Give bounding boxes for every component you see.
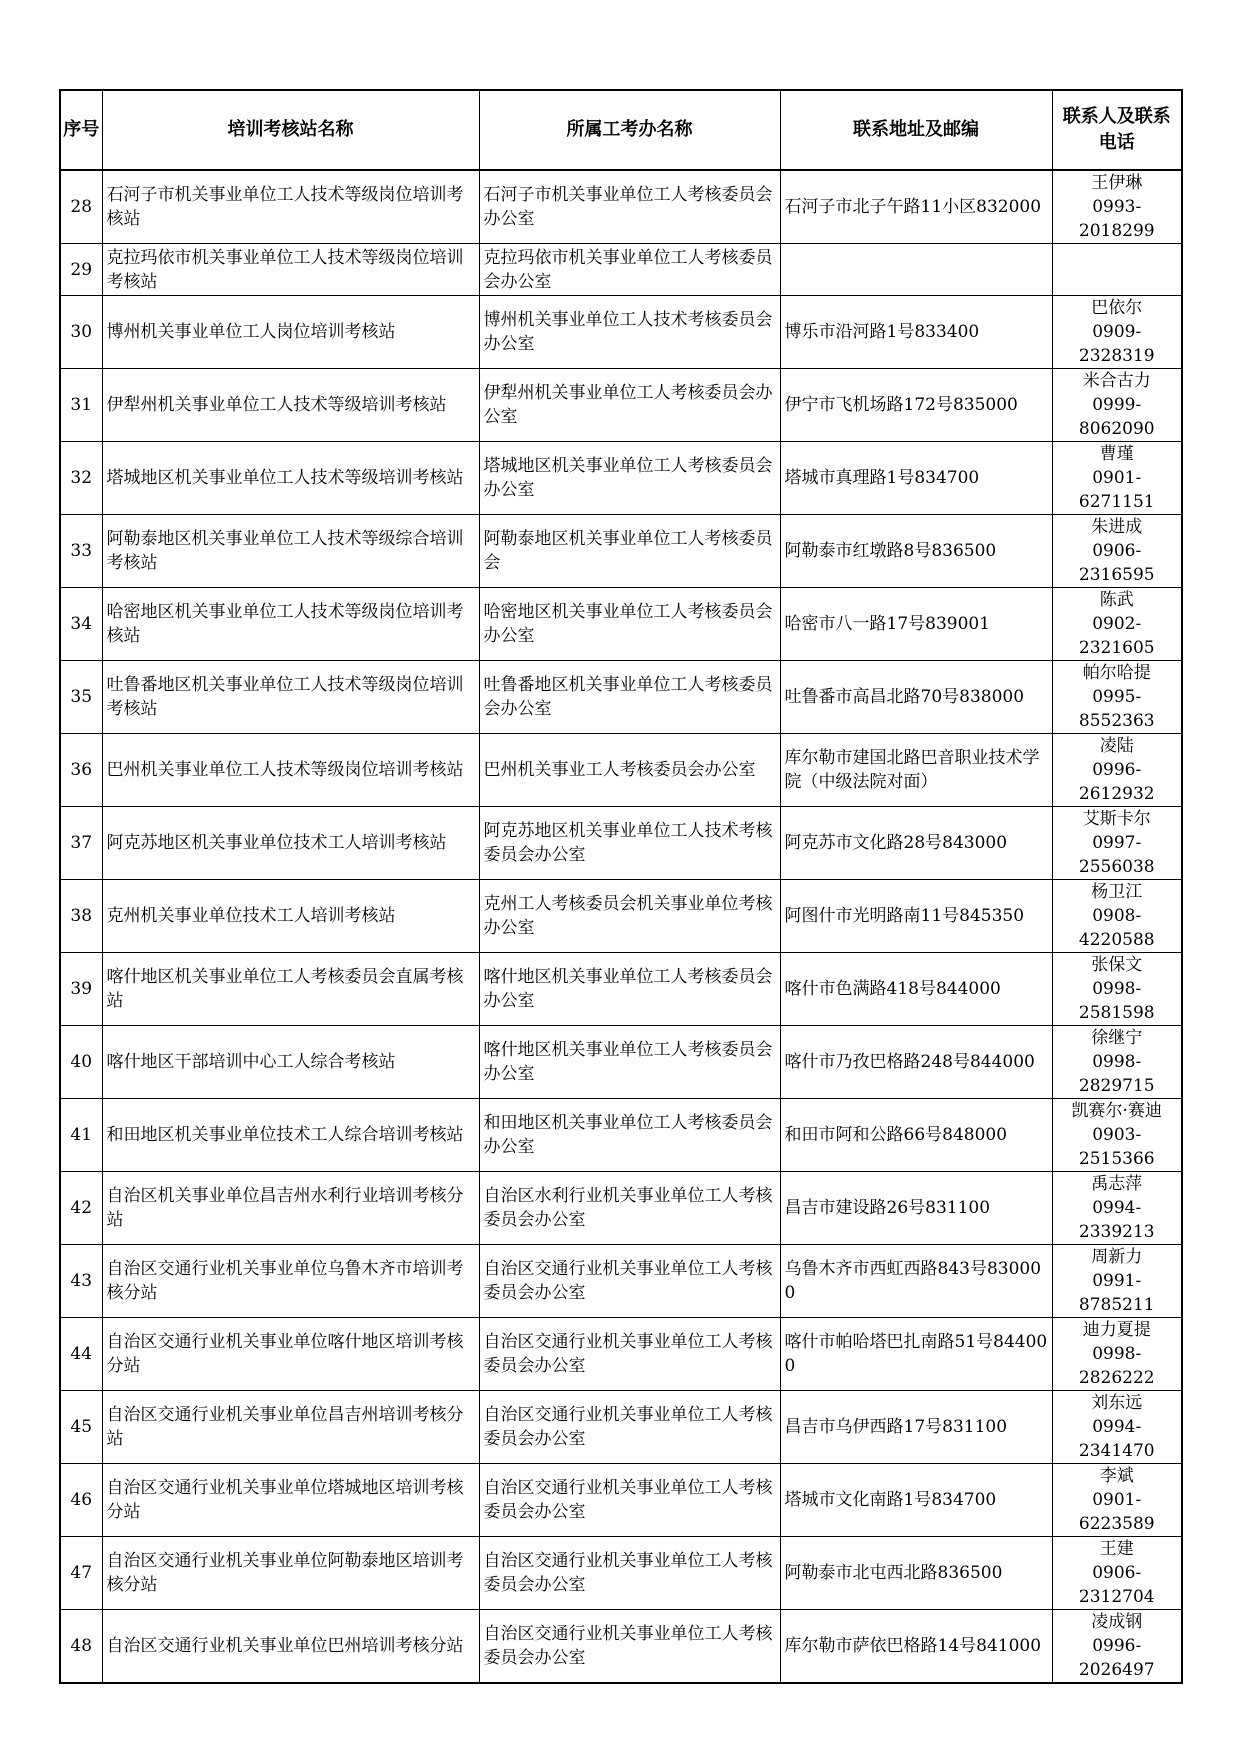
station-name-cell: 喀什地区干部培训中心工人综合考核站 <box>102 1026 479 1099</box>
contact-cell <box>1052 1318 1182 1391</box>
address-cell: 喀什市色满路418号844000 <box>780 953 1052 1026</box>
contact-person: 张保文 <box>1091 955 1143 975</box>
contact-person: 陈武 <box>1099 590 1134 610</box>
row-number: 31 <box>60 369 102 442</box>
contact-person: 王建 <box>1099 1539 1134 1559</box>
station-name-cell: 博州机关事业单位工人岗位培训考核站 <box>102 296 479 369</box>
table-row <box>60 734 1182 807</box>
station-name-cell: 哈密地区机关事业单位工人技术等级岗位培训考核站 <box>102 588 479 661</box>
table-header <box>60 90 1182 170</box>
address-cell: 昌吉市建设路26号831100 <box>780 1172 1052 1245</box>
address-cell: 喀什市乃孜巴格路248号844000 <box>780 1026 1052 1099</box>
contact-phone: 0909-2328319 <box>1078 322 1155 366</box>
header-office-name: 所属工考办名称 <box>479 90 780 170</box>
row-number: 47 <box>60 1537 102 1610</box>
contact-cell <box>1052 953 1182 1026</box>
row-number: 42 <box>60 1172 102 1245</box>
contact-cell <box>1052 661 1182 734</box>
office-name-cell: 石河子市机关事业单位工人考核委员会办公室 <box>479 170 780 244</box>
row-number: 29 <box>60 244 102 296</box>
office-name-cell: 自治区交通行业机关事业单位工人考核委员会办公室 <box>479 1318 780 1391</box>
contact-person: 王伊琳 <box>1091 173 1143 193</box>
contact-cell <box>1052 170 1182 244</box>
address-cell: 喀什市帕哈塔巴扎南路51号844000 <box>780 1318 1052 1391</box>
row-number: 40 <box>60 1026 102 1099</box>
row-number: 28 <box>60 170 102 244</box>
station-name-cell: 石河子市机关事业单位工人技术等级岗位培训考核站 <box>102 170 479 244</box>
address-cell: 和田市阿和公路66号848000 <box>780 1099 1052 1172</box>
contact-cell <box>1052 296 1182 369</box>
contact-person: 凌陆 <box>1099 736 1134 756</box>
station-name-cell: 和田地区机关事业单位技术工人综合培训考核站 <box>102 1099 479 1172</box>
contact-person: 曹瑾 <box>1099 444 1134 464</box>
row-number: 37 <box>60 807 102 880</box>
contact-phone: 0991-8785211 <box>1078 1271 1155 1315</box>
table-row <box>60 661 1182 734</box>
row-number: 43 <box>60 1245 102 1318</box>
table-row <box>60 588 1182 661</box>
address-cell <box>780 244 1052 296</box>
address-cell: 阿勒泰市红墩路8号836500 <box>780 515 1052 588</box>
address-cell: 昌吉市乌伊西路17号831100 <box>780 1391 1052 1464</box>
office-name-cell: 克州工人考核委员会机关事业单位考核办公室 <box>479 880 780 953</box>
contact-phone: 0999-8062090 <box>1078 395 1155 439</box>
table-row <box>60 515 1182 588</box>
table-row <box>60 1610 1182 1684</box>
header-station-name: 培训考核站名称 <box>102 90 479 170</box>
row-number: 45 <box>60 1391 102 1464</box>
contact-cell <box>1052 1391 1182 1464</box>
contact-phone: 0903-2515366 <box>1078 1125 1155 1169</box>
table-row <box>60 1245 1182 1318</box>
contact-cell <box>1052 442 1182 515</box>
office-name-cell: 阿克苏地区机关事业单位工人技术考核委员会办公室 <box>479 807 780 880</box>
station-name-cell: 伊犁州机关事业单位工人技术等级培训考核站 <box>102 369 479 442</box>
contact-cell <box>1052 1537 1182 1610</box>
contact-cell <box>1052 1245 1182 1318</box>
contact-cell <box>1052 807 1182 880</box>
station-name-cell: 自治区交通行业机关事业单位阿勒泰地区培训考核分站 <box>102 1537 479 1610</box>
table-row <box>60 807 1182 880</box>
office-name-cell: 喀什地区机关事业单位工人考核委员会办公室 <box>479 1026 780 1099</box>
table-row <box>60 442 1182 515</box>
header-number: 序号 <box>60 90 102 170</box>
contact-phone: 0994-2341470 <box>1078 1417 1155 1461</box>
contact-cell <box>1052 880 1182 953</box>
station-name-cell: 阿勒泰地区机关事业单位工人技术等级综合培训考核站 <box>102 515 479 588</box>
office-name-cell: 自治区交通行业机关事业单位工人考核委员会办公室 <box>479 1464 780 1537</box>
contact-cell <box>1052 1099 1182 1172</box>
office-name-cell: 克拉玛依市机关事业单位工人考核委员会办公室 <box>479 244 780 296</box>
contact-cell <box>1052 734 1182 807</box>
address-cell: 库尔勒市萨依巴格路14号841000 <box>780 1610 1052 1684</box>
address-cell: 哈密市八一路17号839001 <box>780 588 1052 661</box>
row-number: 44 <box>60 1318 102 1391</box>
address-cell: 吐鲁番市高昌北路70号838000 <box>780 661 1052 734</box>
table-row <box>60 953 1182 1026</box>
contact-person: 帕尔哈提 <box>1082 663 1151 683</box>
contact-cell <box>1052 1464 1182 1537</box>
station-name-cell: 自治区机关事业单位昌吉州水利行业培训考核分站 <box>102 1172 479 1245</box>
station-name-cell: 自治区交通行业机关事业单位巴州培训考核分站 <box>102 1610 479 1684</box>
contact-cell <box>1052 1026 1182 1099</box>
office-name-cell: 博州机关事业单位工人技术考核委员会办公室 <box>479 296 780 369</box>
station-name-cell: 塔城地区机关事业单位工人技术等级培训考核站 <box>102 442 479 515</box>
address-cell: 塔城市文化南路1号834700 <box>780 1464 1052 1537</box>
address-cell: 阿克苏市文化路28号843000 <box>780 807 1052 880</box>
row-number: 30 <box>60 296 102 369</box>
station-name-cell: 克拉玛依市机关事业单位工人技术等级岗位培训考核站 <box>102 244 479 296</box>
station-name-cell: 喀什地区机关事业单位工人考核委员会直属考核站 <box>102 953 479 1026</box>
table-row <box>60 1318 1182 1391</box>
header-address: 联系地址及邮编 <box>780 90 1052 170</box>
header-contact: 联系人及联系电话 <box>1052 90 1182 170</box>
contact-person: 米合古力 <box>1082 371 1151 391</box>
contact-phone: 0998-2581598 <box>1078 979 1155 1023</box>
table-row <box>60 296 1182 369</box>
contact-phone: 0997-2556038 <box>1078 833 1155 877</box>
training-stations-table <box>59 89 1183 1684</box>
contact-cell <box>1052 515 1182 588</box>
office-name-cell: 哈密地区机关事业单位工人考核委员会办公室 <box>479 588 780 661</box>
contact-phone: 0901-6223589 <box>1078 1490 1155 1534</box>
station-name-cell: 吐鲁番地区机关事业单位工人技术等级岗位培训考核站 <box>102 661 479 734</box>
contact-person: 迪力夏提 <box>1082 1320 1151 1340</box>
table-row <box>60 1099 1182 1172</box>
table-row <box>60 1391 1182 1464</box>
row-number: 48 <box>60 1610 102 1684</box>
office-name-cell: 塔城地区机关事业单位工人考核委员会办公室 <box>479 442 780 515</box>
table-row <box>60 880 1182 953</box>
contact-phone: 0993-2018299 <box>1078 197 1155 241</box>
contact-person: 周新力 <box>1091 1247 1143 1267</box>
table-row <box>60 1464 1182 1537</box>
office-name-cell: 自治区水利行业机关事业单位工人考核委员会办公室 <box>479 1172 780 1245</box>
table-row <box>60 244 1182 296</box>
contact-person: 凯赛尔·赛迪 <box>1071 1101 1162 1121</box>
contact-person: 凌成钢 <box>1091 1612 1143 1632</box>
row-number: 34 <box>60 588 102 661</box>
address-cell: 伊宁市飞机场路172号835000 <box>780 369 1052 442</box>
contact-phone: 0994-2339213 <box>1078 1198 1155 1242</box>
contact-phone: 0902-2321605 <box>1078 614 1155 658</box>
row-number: 41 <box>60 1099 102 1172</box>
station-name-cell: 自治区交通行业机关事业单位塔城地区培训考核分站 <box>102 1464 479 1537</box>
row-number: 33 <box>60 515 102 588</box>
address-cell: 塔城市真理路1号834700 <box>780 442 1052 515</box>
header-row <box>60 90 1182 170</box>
table-row <box>60 369 1182 442</box>
contact-person: 李斌 <box>1099 1466 1134 1486</box>
row-number: 32 <box>60 442 102 515</box>
office-name-cell: 巴州机关事业工人考核委员会办公室 <box>479 734 780 807</box>
station-name-cell: 自治区交通行业机关事业单位乌鲁木齐市培训考核分站 <box>102 1245 479 1318</box>
office-name-cell: 吐鲁番地区机关事业单位工人考核委员会办公室 <box>479 661 780 734</box>
office-name-cell: 自治区交通行业机关事业单位工人考核委员会办公室 <box>479 1610 780 1684</box>
contact-cell <box>1052 1610 1182 1684</box>
row-number: 35 <box>60 661 102 734</box>
station-name-cell: 克州机关事业单位技术工人培训考核站 <box>102 880 479 953</box>
office-name-cell: 自治区交通行业机关事业单位工人考核委员会办公室 <box>479 1537 780 1610</box>
address-cell: 阿勒泰市北屯西北路836500 <box>780 1537 1052 1610</box>
contact-person: 杨卫江 <box>1091 882 1143 902</box>
office-name-cell: 和田地区机关事业单位工人考核委员会办公室 <box>479 1099 780 1172</box>
contact-phone: 0906-2316595 <box>1078 541 1155 585</box>
address-cell: 石河子市北子午路11小区832000 <box>780 170 1052 244</box>
address-cell: 库尔勒市建国北路巴音职业技术学院（中级法院对面） <box>780 734 1052 807</box>
address-cell: 博乐市沿河路1号833400 <box>780 296 1052 369</box>
contact-phone: 0998-2829715 <box>1078 1052 1155 1096</box>
contact-person: 徐继宁 <box>1091 1028 1143 1048</box>
contact-cell <box>1052 369 1182 442</box>
contact-person: 朱进成 <box>1091 517 1143 537</box>
contact-phone: 0908-4220588 <box>1078 906 1155 950</box>
contact-phone: 0996-2026497 <box>1078 1636 1155 1680</box>
contact-person: 艾斯卡尔 <box>1082 809 1151 829</box>
contact-phone: 0901-6271151 <box>1078 468 1155 512</box>
station-name-cell: 巴州机关事业单位工人技术等级岗位培训考核站 <box>102 734 479 807</box>
office-name-cell: 自治区交通行业机关事业单位工人考核委员会办公室 <box>479 1391 780 1464</box>
contact-person: 禹志萍 <box>1091 1174 1143 1194</box>
contact-cell <box>1052 244 1182 296</box>
station-name-cell: 阿克苏地区机关事业单位技术工人培训考核站 <box>102 807 479 880</box>
contact-cell <box>1052 1172 1182 1245</box>
contact-phone: 0995-8552363 <box>1078 687 1155 731</box>
contact-phone: 0906-2312704 <box>1078 1563 1155 1607</box>
office-name-cell: 阿勒泰地区机关事业单位工人考核委员会 <box>479 515 780 588</box>
contact-person: 刘东远 <box>1091 1393 1143 1413</box>
address-cell: 乌鲁木齐市西虹西路843号830000 <box>780 1245 1052 1318</box>
table-row <box>60 1537 1182 1610</box>
address-cell: 阿图什市光明路南11号845350 <box>780 880 1052 953</box>
row-number: 46 <box>60 1464 102 1537</box>
contact-phone: 0996-2612932 <box>1078 760 1155 804</box>
station-name-cell: 自治区交通行业机关事业单位喀什地区培训考核分站 <box>102 1318 479 1391</box>
table-row <box>60 1026 1182 1099</box>
office-name-cell: 自治区交通行业机关事业单位工人考核委员会办公室 <box>479 1245 780 1318</box>
row-number: 38 <box>60 880 102 953</box>
row-number: 36 <box>60 734 102 807</box>
station-name-cell: 自治区交通行业机关事业单位昌吉州培训考核分站 <box>102 1391 479 1464</box>
contact-cell <box>1052 588 1182 661</box>
table-row <box>60 170 1182 244</box>
office-name-cell: 喀什地区机关事业单位工人考核委员会办公室 <box>479 953 780 1026</box>
table-body <box>60 170 1182 1683</box>
row-number: 39 <box>60 953 102 1026</box>
office-name-cell: 伊犁州机关事业单位工人考核委员会办公室 <box>479 369 780 442</box>
contact-phone: 0998-2826222 <box>1078 1344 1155 1388</box>
contact-person: 巴依尔 <box>1091 298 1143 318</box>
table-row <box>60 1172 1182 1245</box>
